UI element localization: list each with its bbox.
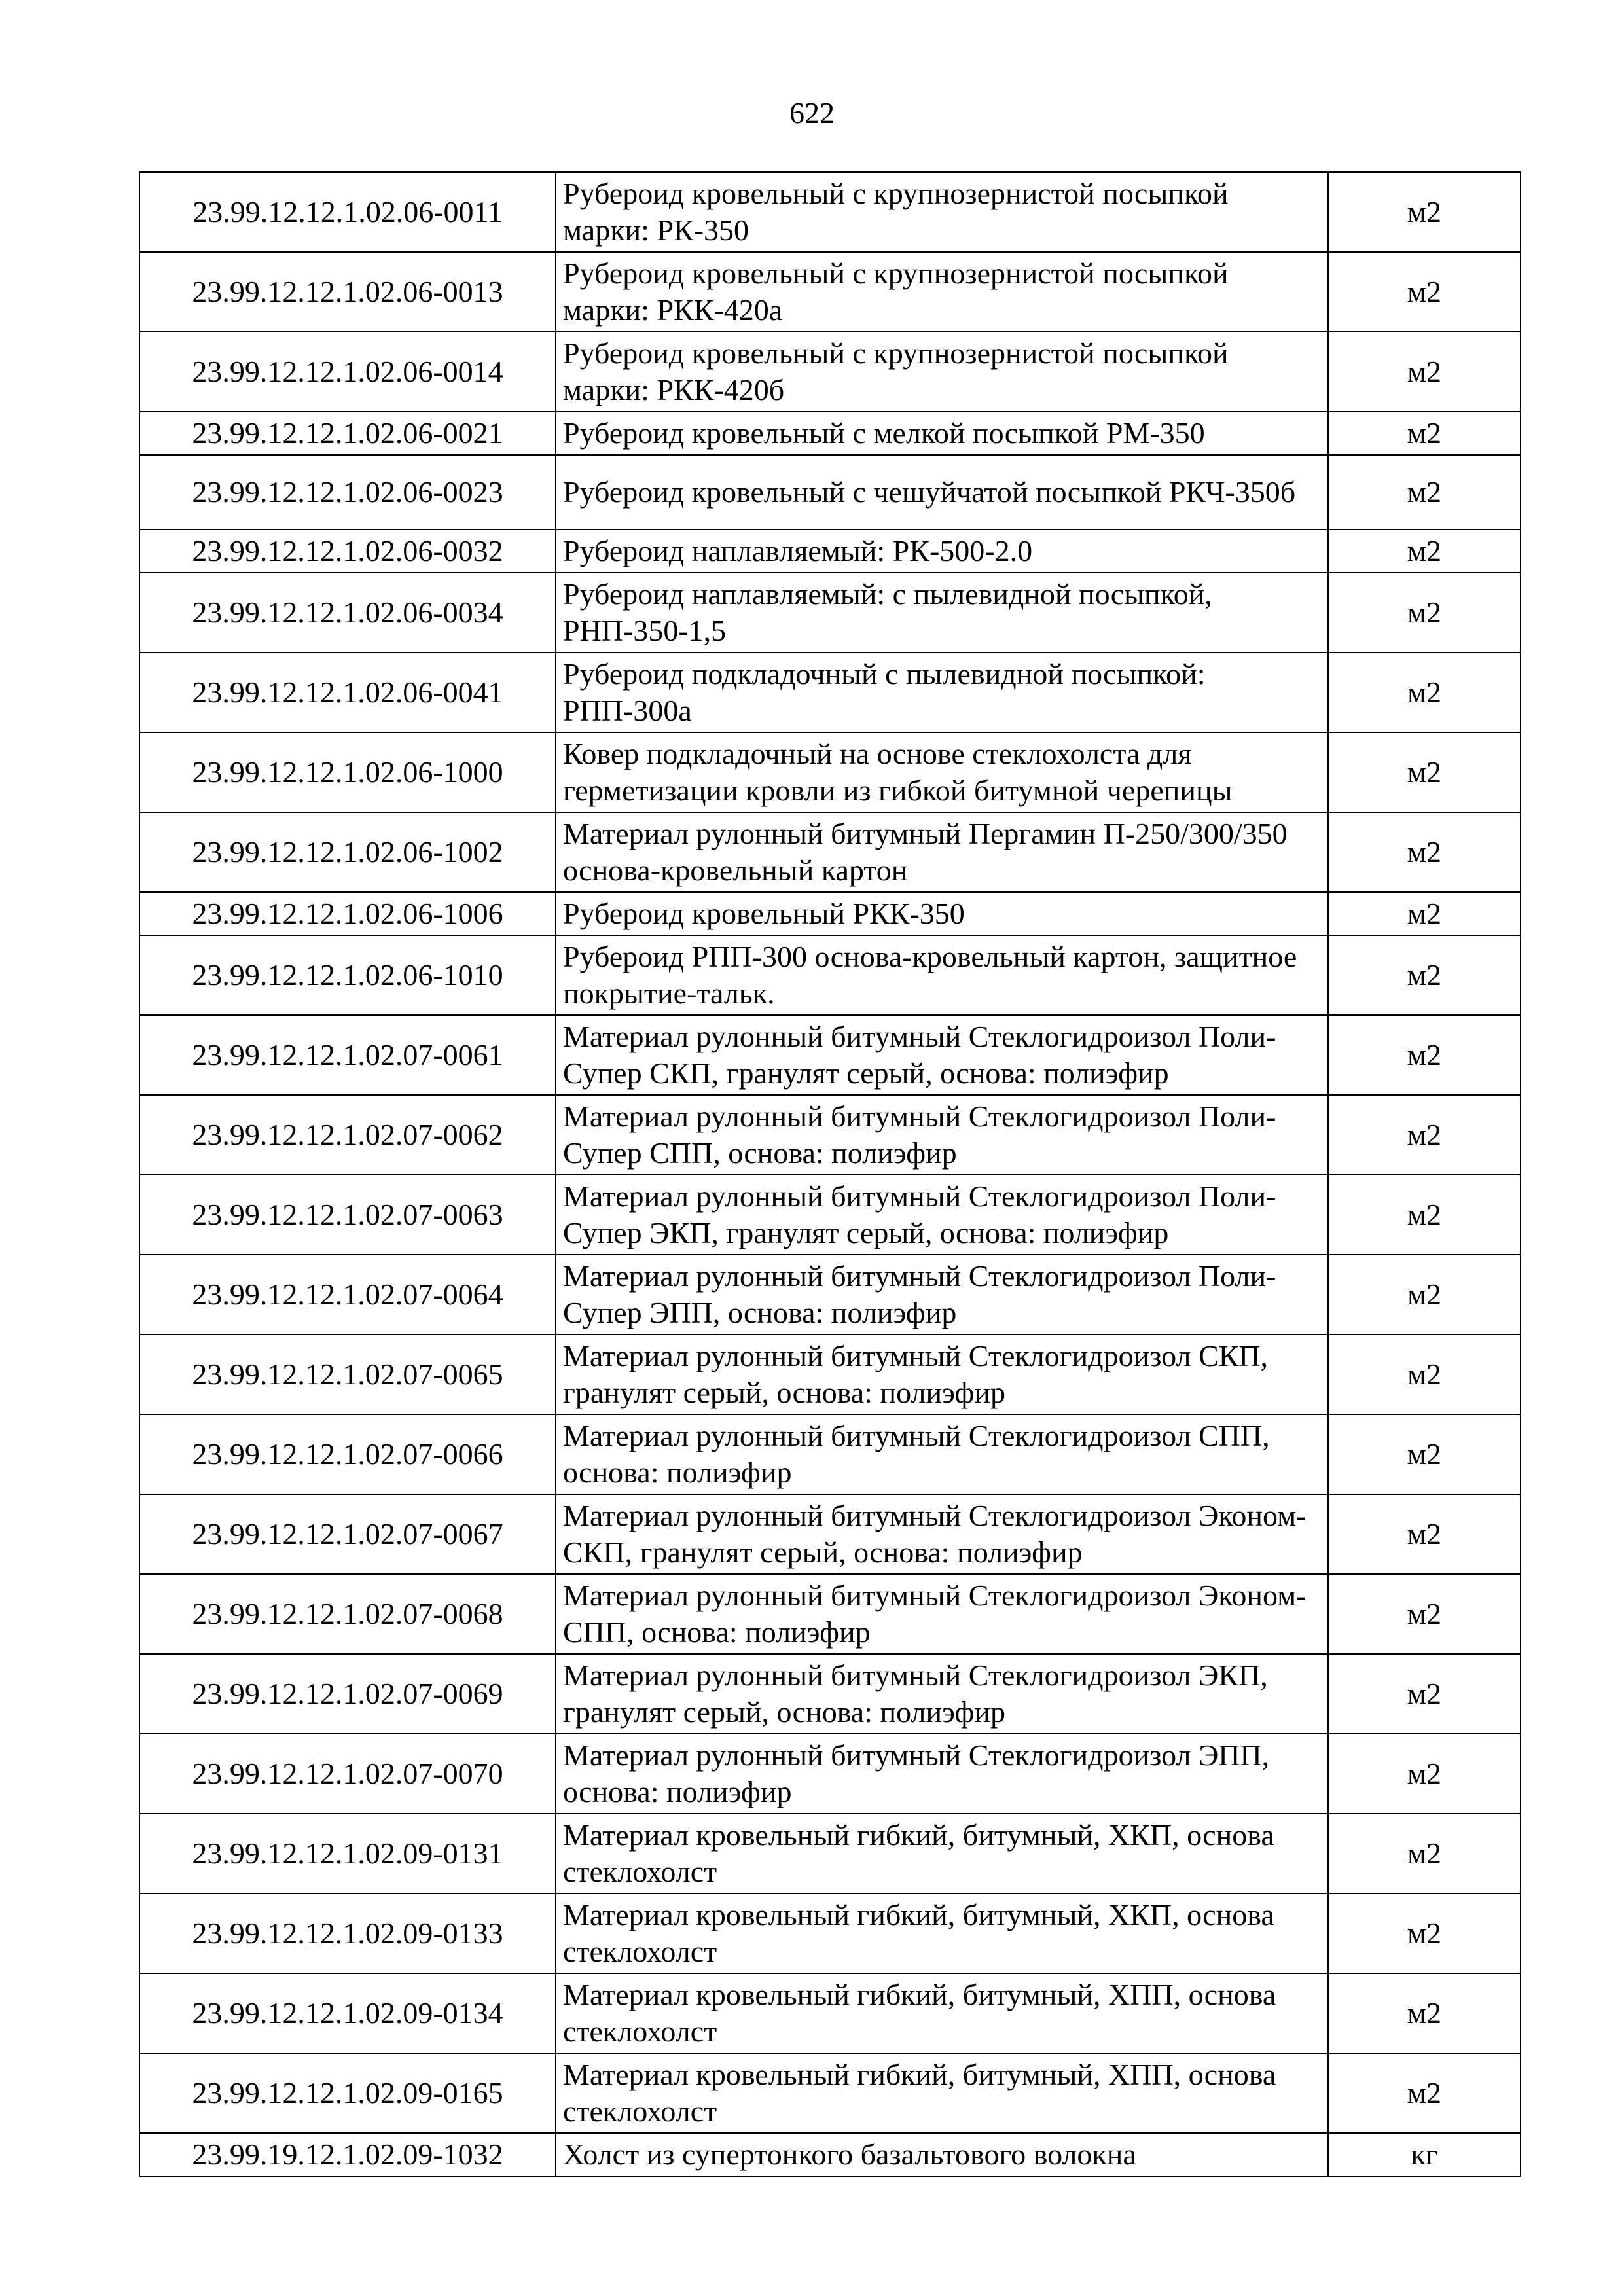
resource-code-cell: 23.99.12.12.1.02.06-1010 [139, 935, 556, 1015]
resource-name-cell: Материал рулонный битумный Стеклогидроизол ЭКП, гранулят серый, основа: полиэфир [556, 1654, 1328, 1734]
unit-cell: м2 [1328, 412, 1521, 455]
resource-name-cell: Рубероид кровельный с чешуйчатой посыпкой РКЧ-350б [556, 455, 1328, 529]
resource-name-cell: Материал рулонный битумный Стеклогидроизол СПП, основа: полиэфир [556, 1414, 1328, 1494]
unit-cell: м2 [1328, 892, 1521, 935]
resource-code-cell: 23.99.12.12.1.02.06-0034 [139, 573, 556, 653]
resource-code-cell: 23.99.12.12.1.02.07-0064 [139, 1255, 556, 1335]
unit-cell: м2 [1328, 1654, 1521, 1734]
unit-cell: м2 [1328, 1734, 1521, 1814]
resource-name-cell: Материал кровельный гибкий, битумный, ХПП, основа стеклохолст [556, 1973, 1328, 2053]
resource-name-cell: Рубероид кровельный РКК-350 [556, 892, 1328, 935]
resource-code-cell: 23.99.12.12.1.02.07-0063 [139, 1175, 556, 1255]
table-row [139, 172, 1521, 252]
resource-name-cell: Рубероид кровельный с крупнозернистой посыпкой марки: РК-350 [556, 172, 1328, 252]
resource-code-cell: 23.99.12.12.1.02.07-0066 [139, 1414, 556, 1494]
resource-name-cell: Материал рулонный битумный Стеклогидроизол Эконом-СКП, гранулят серый, основа: полиэфир [556, 1494, 1328, 1574]
resource-code-cell: 23.99.12.12.1.02.07-0069 [139, 1654, 556, 1734]
resource-code-cell: 23.99.12.12.1.02.06-1006 [139, 892, 556, 935]
resource-name-cell: Материал рулонный битумный Пергамин П-250/300/350 основа-кровельный картон [556, 812, 1328, 892]
table-row [139, 1734, 1521, 1814]
unit-cell: м2 [1328, 332, 1521, 412]
table-row [139, 1814, 1521, 1893]
table-row [139, 1574, 1521, 1654]
table-row [139, 653, 1521, 732]
resource-name-cell: Рубероид РПП-300 основа-кровельный картон, защитное покрытие-тальк. [556, 935, 1328, 1015]
unit-cell: м2 [1328, 935, 1521, 1015]
table-row [139, 1335, 1521, 1414]
unit-cell: м2 [1328, 1255, 1521, 1335]
table-row [139, 412, 1521, 455]
resource-name-cell: Ковер подкладочный на основе стеклохолста для герметизации кровли из гибкой битумной черепицы [556, 732, 1328, 812]
unit-cell: м2 [1328, 529, 1521, 573]
unit-cell: м2 [1328, 812, 1521, 892]
resource-code-cell: 23.99.12.12.1.02.06-0041 [139, 653, 556, 732]
unit-cell: м2 [1328, 1814, 1521, 1893]
resource-name-cell: Рубероид наплавляемый: с пылевидной посыпкой, РНП-350-1,5 [556, 573, 1328, 653]
resource-code-cell: 23.99.12.12.1.02.06-0011 [139, 172, 556, 252]
resource-table [139, 171, 1521, 2177]
table-row [139, 2053, 1521, 2133]
unit-cell: м2 [1328, 1973, 1521, 2053]
resource-code-cell: 23.99.12.12.1.02.06-1000 [139, 732, 556, 812]
table-row [139, 529, 1521, 573]
resource-code-cell: 23.99.12.12.1.02.06-1002 [139, 812, 556, 892]
resource-name-cell: Материал рулонный битумный Стеклогидроизол Поли-Супер ЭПП, основа: полиэфир [556, 1255, 1328, 1335]
resource-code-cell: 23.99.12.12.1.02.06-0032 [139, 529, 556, 573]
resource-code-cell: 23.99.12.12.1.02.06-0014 [139, 332, 556, 412]
table-row [139, 2133, 1521, 2176]
unit-cell: м2 [1328, 732, 1521, 812]
table-row [139, 1494, 1521, 1574]
unit-cell: м2 [1328, 1893, 1521, 1973]
unit-cell: м2 [1328, 653, 1521, 732]
table-row [139, 252, 1521, 332]
resource-name-cell: Материал рулонный битумный Стеклогидроизол ЭПП, основа: полиэфир [556, 1734, 1328, 1814]
resource-name-cell: Материал рулонный битумный Стеклогидроизол СКП, гранулят серый, основа: полиэфир [556, 1335, 1328, 1414]
table-row [139, 332, 1521, 412]
resource-name-cell: Материал кровельный гибкий, битумный, ХПП, основа стеклохолст [556, 2053, 1328, 2133]
resource-name-cell: Материал рулонный битумный Стеклогидроизол Поли-Супер СПП, основа: полиэфир [556, 1095, 1328, 1175]
resource-name-cell: Рубероид кровельный с мелкой посыпкой РМ-350 [556, 412, 1328, 455]
unit-cell: м2 [1328, 1095, 1521, 1175]
table-row [139, 1015, 1521, 1095]
resource-code-cell: 23.99.12.12.1.02.07-0061 [139, 1015, 556, 1095]
resource-code-cell: 23.99.12.12.1.02.09-0134 [139, 1973, 556, 2053]
table-row [139, 1414, 1521, 1494]
table-row [139, 892, 1521, 935]
resource-code-cell: 23.99.12.12.1.02.09-0133 [139, 1893, 556, 1973]
resource-name-cell: Рубероид наплавляемый: РК-500-2.0 [556, 529, 1328, 573]
table-row [139, 573, 1521, 653]
unit-cell: м2 [1328, 2053, 1521, 2133]
table-row [139, 935, 1521, 1015]
resource-code-cell: 23.99.12.12.1.02.07-0067 [139, 1494, 556, 1574]
unit-cell: м2 [1328, 455, 1521, 529]
resource-code-cell: 23.99.12.12.1.02.09-0131 [139, 1814, 556, 1893]
resource-name-cell: Материал рулонный битумный Стеклогидроизол Поли-Супер ЭКП, гранулят серый, основа: полиэфир [556, 1175, 1328, 1255]
unit-cell: м2 [1328, 1015, 1521, 1095]
unit-cell: м2 [1328, 1494, 1521, 1574]
unit-cell: м2 [1328, 573, 1521, 653]
table-row [139, 1654, 1521, 1734]
unit-cell: м2 [1328, 1414, 1521, 1494]
resource-name-cell: Материал рулонный битумный Стеклогидроизол Эконом-СПП, основа: полиэфир [556, 1574, 1328, 1654]
resource-name-cell: Холст из супертонкого базальтового волокна [556, 2133, 1328, 2176]
unit-cell: кг [1328, 2133, 1521, 2176]
page-number: 622 [789, 96, 835, 130]
unit-cell: м2 [1328, 1335, 1521, 1414]
resource-table-body [139, 172, 1521, 2176]
table-row [139, 1893, 1521, 1973]
resource-name-cell: Рубероид кровельный с крупнозернистой посыпкой марки: РКК-420а [556, 252, 1328, 332]
resource-code-cell: 23.99.12.12.1.02.07-0070 [139, 1734, 556, 1814]
table-row [139, 1973, 1521, 2053]
resource-name-cell: Рубероид подкладочный с пылевидной посыпкой: РПП-300а [556, 653, 1328, 732]
resource-name-cell: Рубероид кровельный с крупнозернистой посыпкой марки: РКК-420б [556, 332, 1328, 412]
resource-code-cell: 23.99.12.12.1.02.09-0165 [139, 2053, 556, 2133]
unit-cell: м2 [1328, 1574, 1521, 1654]
resource-code-cell: 23.99.12.12.1.02.07-0062 [139, 1095, 556, 1175]
table-row [139, 455, 1521, 529]
resource-code-cell: 23.99.12.12.1.02.07-0068 [139, 1574, 556, 1654]
resource-code-cell: 23.99.12.12.1.02.06-0013 [139, 252, 556, 332]
unit-cell: м2 [1328, 252, 1521, 332]
resource-name-cell: Материал кровельный гибкий, битумный, ХКП, основа стеклохолст [556, 1814, 1328, 1893]
resource-name-cell: Материал рулонный битумный Стеклогидроизол Поли-Супер СКП, гранулят серый, основа: полиэфир [556, 1015, 1328, 1095]
resource-name-cell: Материал кровельный гибкий, битумный, ХКП, основа стеклохолст [556, 1893, 1328, 1973]
resource-code-cell: 23.99.12.12.1.02.06-0021 [139, 412, 556, 455]
table-row [139, 1095, 1521, 1175]
table-row [139, 1255, 1521, 1335]
unit-cell: м2 [1328, 172, 1521, 252]
resource-code-cell: 23.99.19.12.1.02.09-1032 [139, 2133, 556, 2176]
resource-code-cell: 23.99.12.12.1.02.06-0023 [139, 455, 556, 529]
table-row [139, 812, 1521, 892]
table-row [139, 1175, 1521, 1255]
table-row [139, 732, 1521, 812]
unit-cell: м2 [1328, 1175, 1521, 1255]
resource-code-cell: 23.99.12.12.1.02.07-0065 [139, 1335, 556, 1414]
